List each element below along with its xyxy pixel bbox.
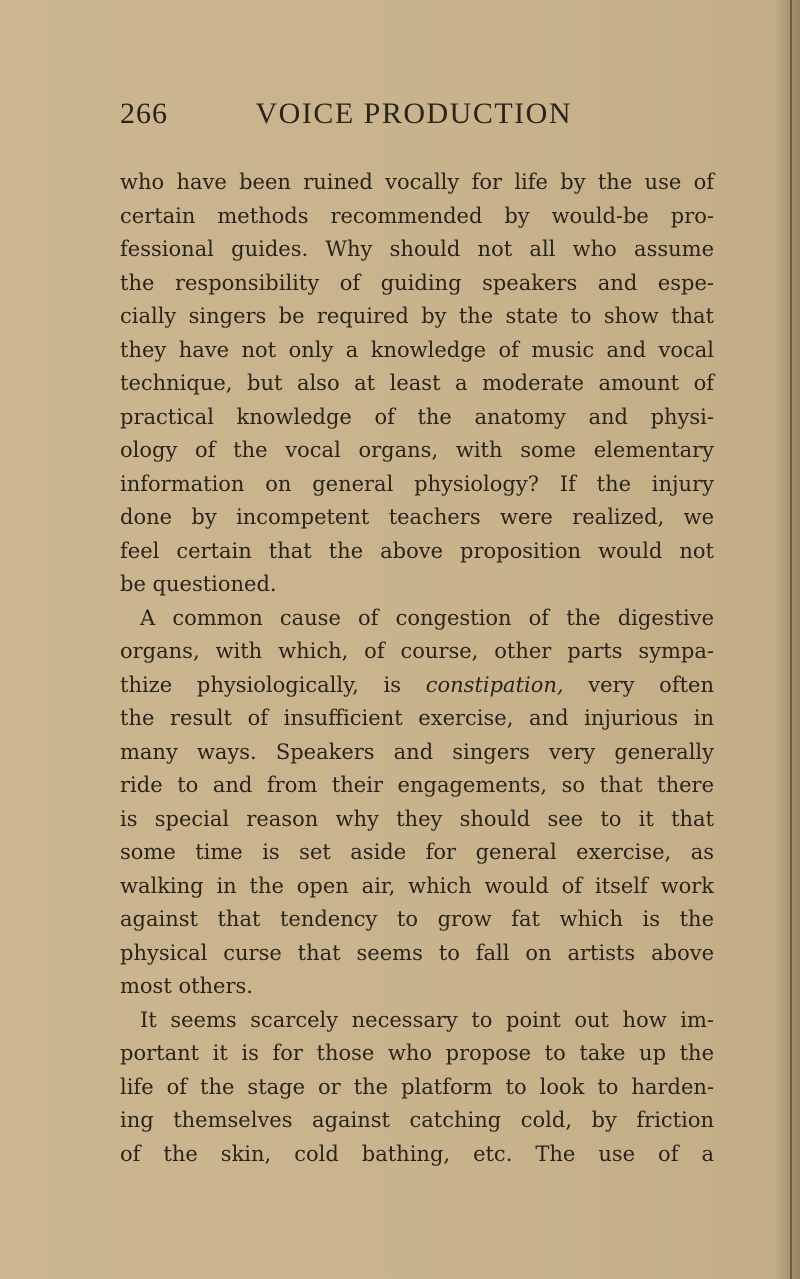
text-segment: very often	[563, 672, 714, 697]
text-line: they have not only a knowledge of music and vocal	[120, 337, 714, 362]
body-text	[120, 166, 714, 1171]
text-line: practical knowledge of the anatomy and physi-	[120, 404, 714, 429]
text-line: done by incompetent teachers were realized, we	[120, 505, 714, 529]
text-line: most others.	[120, 974, 253, 998]
text-line: physical curse that seems to fall on artists above	[120, 940, 714, 965]
text-line: ride to and from their engagements, so that there	[120, 773, 714, 797]
text-line: ology of the vocal organs, with some elementary	[120, 438, 714, 462]
text-line: be questioned.	[120, 572, 277, 596]
text-line: cially singers be required by the state to show that	[120, 304, 714, 328]
text-line: technique, but also at least a moderate amount of	[120, 371, 714, 395]
text-line: ing themselves against catching cold, by friction	[120, 1108, 714, 1132]
text-line: feel certain that the above proposition would not	[120, 538, 714, 563]
text-segment: thize physiologically, is	[120, 672, 426, 697]
text-line: portant it is for those who propose to take up the	[120, 1041, 714, 1065]
text-line: is special reason why they should see to it that	[120, 806, 714, 831]
text-line: organs, with which, of course, other parts sympa-	[120, 639, 714, 663]
page-header	[120, 97, 572, 137]
text-line: many ways. Speakers and singers very generally	[120, 739, 714, 764]
text-line: information on general physiology? If the injury	[120, 471, 714, 496]
text-line: of the skin, cold bathing, etc. The use of a	[120, 1141, 714, 1166]
text-line: fessional guides. Why should not all who assume	[120, 237, 714, 261]
text-line: the result of insufficient exercise, and injurious in	[120, 706, 714, 730]
running-title: VOICE PRODUCTION	[255, 97, 572, 130]
paragraph-start-line: A common cause of congestion of the digestive	[140, 605, 714, 630]
text-line: the responsibility of guiding speakers and espe-	[120, 270, 714, 295]
text-line: who have been ruined vocally for life by the use of	[120, 170, 714, 194]
page-edge-line	[790, 0, 792, 1279]
paragraph-start-line: It seems scarcely necessary to point out how im-	[140, 1007, 714, 1032]
text-line-with-emphasis	[120, 669, 714, 703]
page-number: 266	[120, 97, 168, 130]
text-line: some time is set aside for general exercise, as	[120, 840, 714, 864]
text-line: walking in the open air, which would of itself work	[120, 873, 714, 898]
emphasized-term: constipation,	[425, 672, 564, 697]
text-line: life of the stage or the platform to look to harden-	[120, 1074, 714, 1099]
page-edge-shadow	[774, 0, 800, 1279]
text-line: certain methods recommended by would-be pro-	[120, 203, 714, 228]
text-line: against that tendency to grow fat which is the	[120, 907, 714, 931]
